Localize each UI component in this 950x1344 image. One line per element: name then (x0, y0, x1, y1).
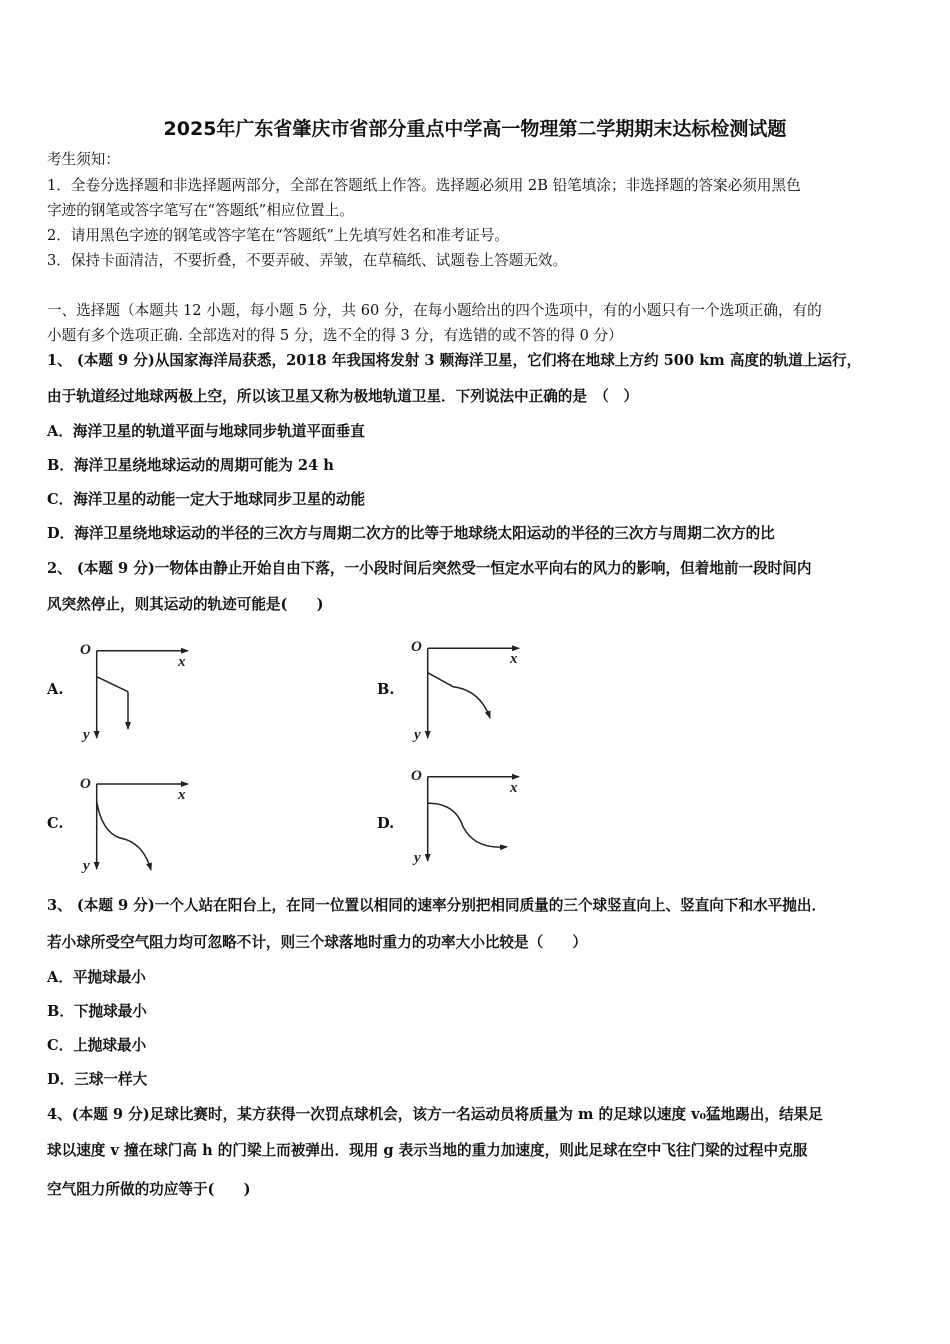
question-1-option-a: A．海洋卫星的轨道平面与地球同步轨道平面垂直 (47, 423, 365, 440)
y-axis-label: y (414, 850, 421, 866)
question-3-option-d: D．三球一样大 (47, 1071, 148, 1088)
question-3-option-b: B．下抛球最小 (47, 1003, 147, 1020)
origin-label: O (411, 768, 422, 784)
x-axis-label: x (178, 654, 186, 670)
origin-label: O (411, 639, 422, 655)
question-2-option-d: D. (377, 815, 395, 832)
notice-line: 3．保持卡面清洁，不要折叠，不要弄破、弄皱，在草稿纸、试题卷上答题无效。 (47, 252, 568, 269)
y-axis-label: y (83, 727, 90, 743)
section-heading: 小题有多个选项正确. 全部选对的得 5 分，选不全的得 3 分，有选错的或不答的得 0 分） (47, 327, 623, 344)
notice-line: 字迹的钢笔或答字笔写在“答题纸”相应位置上。 (47, 202, 354, 219)
question-3-option-a: A．平抛球最小 (47, 969, 146, 986)
question-4-stem: 4、(本题 9 分)足球比赛时，某方获得一次罚点球机会，该方一名运动员将质量为 m 的足球以速度 v₀猛地踢出，结果足 (47, 1106, 823, 1123)
notice-line: 1．全卷分选择题和非选择题两部分，全部在答题纸上作答。选择题必须用 2B 铅笔填涂；非选择题的答案必须用黑色 (47, 177, 801, 194)
y-axis-label: y (83, 858, 90, 874)
question-1-option-c: C．海洋卫星的动能一定大于地球同步卫星的动能 (47, 491, 366, 508)
x-axis-label: x (510, 780, 518, 796)
figure-a (97, 651, 188, 738)
origin-label: O (80, 776, 91, 792)
document-title: 2025年广东省肇庆市省部分重点中学高一物理第二学期期末达标检测试题 (163, 118, 787, 140)
question-4-stem: 球以速度 v 撞在球门高 h 的门梁上而被弹出．现用 g 表示当地的重力加速度，则此足球在空中飞往门梁的过程中克服 (47, 1142, 808, 1159)
y-axis-label: y (414, 727, 421, 743)
question-3-stem: 若小球所受空气阻力均可忽略不计，则三个球落地时重力的功率大小比较是（ ） (47, 934, 587, 951)
question-2-stem: 2、 (本题 9 分)一物体由静止开始自由下落，一小段时间后突然受一恒定水平向右的风力的影响，但着地前一段时间内 (47, 560, 812, 577)
question-3-stem: 3、 (本题 9 分)一个人站在阳台上，在同一位置以相同的速率分别把相同质量的三个球竖直向上、竖直向下和水平抛出． (47, 897, 827, 914)
figure-b (428, 648, 519, 738)
origin-label: O (80, 642, 91, 658)
question-1-option-b: B．海洋卫星绕地球运动的周期可能为 24 h (47, 457, 334, 474)
question-2-option-a: A. (47, 681, 64, 698)
question-2-option-b: B. (377, 681, 395, 698)
notice-line: 2．请用黑色字迹的钢笔或答字笔在“答题纸”上先填写姓名和准考证号。 (47, 227, 510, 244)
question-1-stem: 1、 (本题 9 分)从国家海洋局获悉，2018 年我国将发射 3 颗海洋卫星，它们将在地球上方约 500 km 高度的轨道上运行， (47, 352, 862, 369)
notice-heading: 考生须知： (47, 151, 120, 168)
question-1-stem: 由于轨道经过地球两极上空，所以该卫星又称为极地轨道卫星．下列说法中正确的是 （ ） (47, 388, 639, 405)
question-3-option-c: C．上抛球最小 (47, 1037, 147, 1054)
question-1-option-d: D．海洋卫星绕地球运动的半径的三次方与周期二次方的比等于地球绕太阳运动的半径的三次方与周期二次方的比 (47, 525, 775, 542)
question-2-option-c: C. (47, 815, 64, 832)
x-axis-label: x (178, 787, 186, 803)
figure-c (97, 784, 188, 870)
question-2-stem: 风突然停止，则其运动的轨迹可能是( ) (47, 596, 324, 613)
x-axis-label: x (510, 651, 518, 667)
question-4-stem: 空气阻力所做的功应等于( ) (47, 1181, 251, 1198)
figure-d (428, 777, 519, 861)
section-heading: 一、选择题（本题共 12 小题，每小题 5 分，共 60 分，在每小题给出的四个选项中，有的小题只有一个选项正确，有的 (47, 302, 822, 319)
